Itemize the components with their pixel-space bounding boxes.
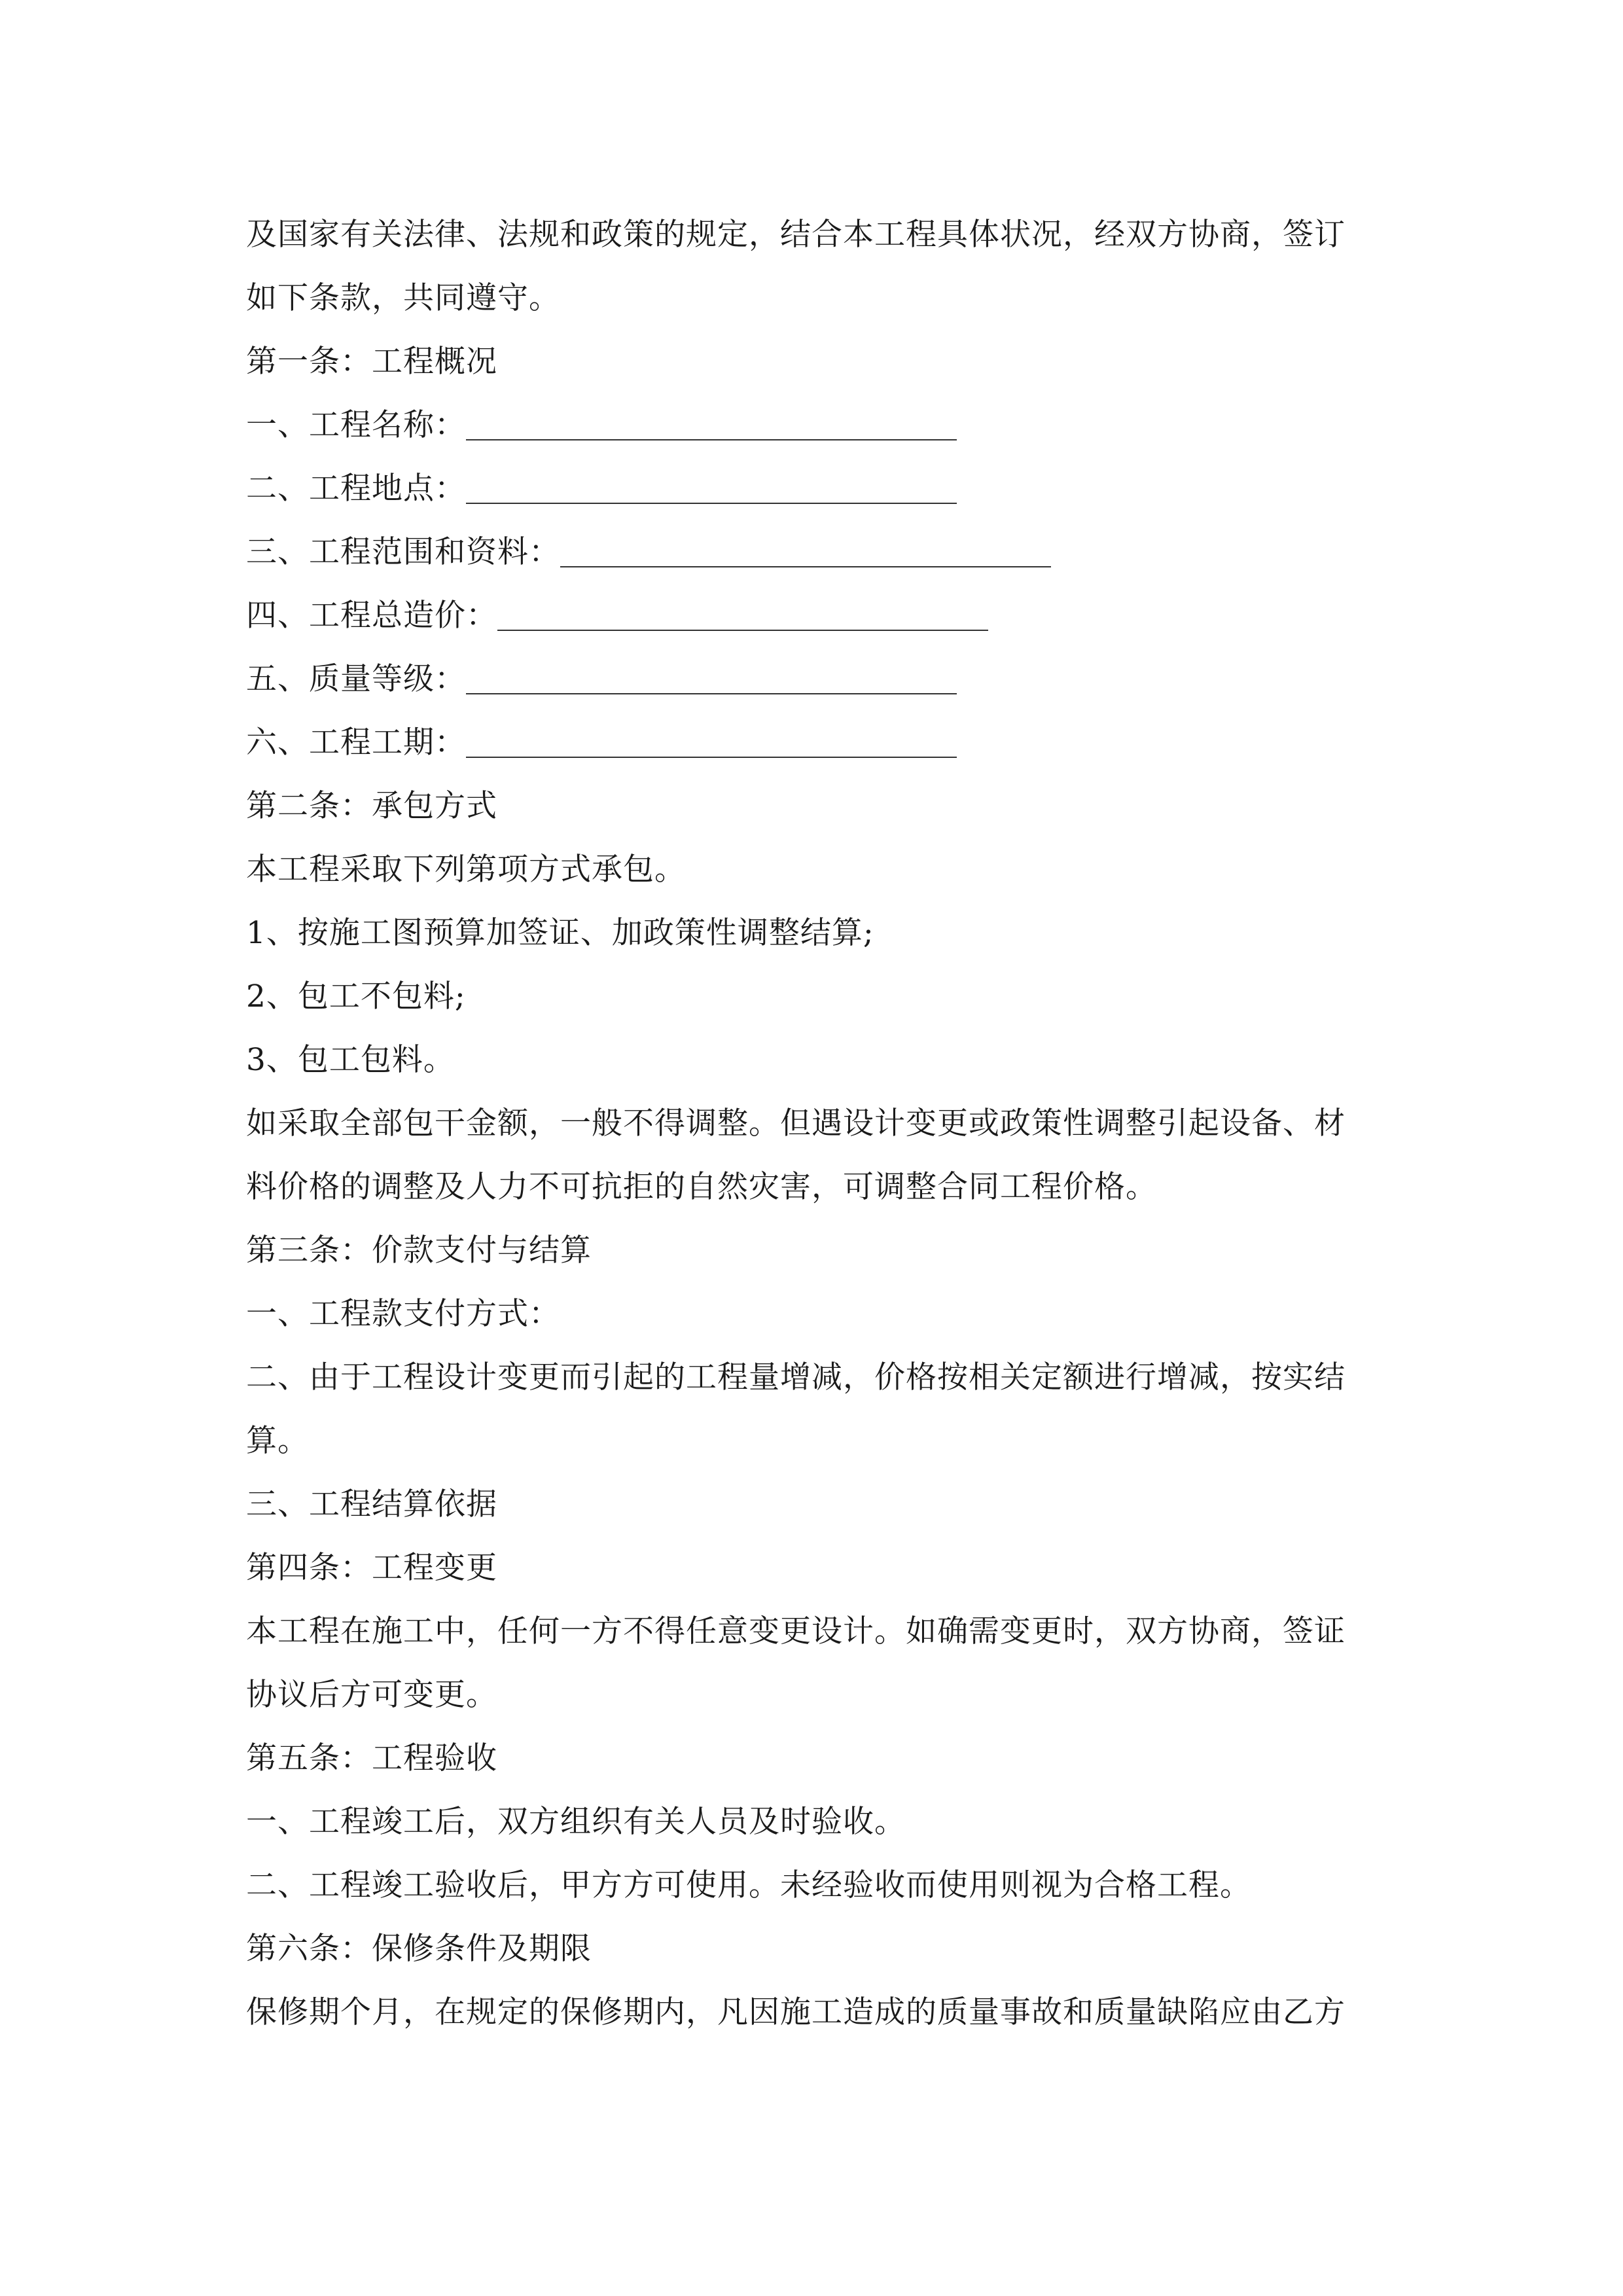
paragraph-line: 本工程采取下列第项方式承包。	[246, 852, 686, 888]
paragraph-line: 三、工程结算依据	[246, 1486, 497, 1522]
field-label: 一、工程名称：	[246, 407, 466, 443]
list-item: 2、包工不包料;	[246, 978, 466, 1014]
fill-in-blank	[466, 439, 957, 440]
section-heading: 第四条：工程变更	[246, 1550, 497, 1586]
paragraph-line: 本工程在施工中，任何一方不得任意变更设计。如确需变更时，双方协商，签证	[246, 1613, 1346, 1649]
paragraph-line: 一、工程竣工后，双方组织有关人员及时验收。	[246, 1804, 906, 1840]
paragraph-line: 如下条款，共同遵守。	[246, 280, 560, 316]
field-label: 四、工程总造价：	[246, 598, 497, 634]
list-item: 3、包工包料。	[246, 1042, 455, 1078]
fill-in-blank	[466, 503, 957, 504]
section-heading: 第五条：工程验收	[246, 1740, 497, 1776]
section-heading: 第一条：工程概况	[246, 344, 497, 380]
paragraph-line: 如采取全部包干金额，一般不得调整。但遇设计变更或政策性调整引起设备、材	[246, 1105, 1346, 1141]
total-cost-field	[246, 584, 1378, 647]
field-label: 二、工程地点：	[246, 471, 466, 507]
quality-grade-field	[246, 647, 1378, 711]
list-item: 1、按施工图预算加签证、加政策性调整结算;	[246, 915, 874, 951]
paragraph-line: 保修期个月，在规定的保修期内，凡因施工造成的质量事故和质量缺陷应由乙方	[246, 1994, 1346, 2030]
fill-in-blank	[466, 693, 957, 694]
field-label: 六、工程工期：	[246, 725, 466, 761]
fill-in-blank	[497, 630, 988, 631]
project-name-field	[246, 393, 1378, 457]
fill-in-blank	[466, 757, 957, 758]
fill-in-blank	[560, 566, 1051, 567]
paragraph-line: 及国家有关法律、法规和政策的规定，结合本工程具体状况，经双方协商，签订	[246, 217, 1346, 253]
project-scope-field	[246, 520, 1378, 584]
paragraph-line: 料价格的调整及人力不可抗拒的自然灾害，可调整合同工程价格。	[246, 1169, 1157, 1205]
field-label: 五、质量等级：	[246, 661, 466, 697]
paragraph-line: 协议后方可变更。	[246, 1677, 497, 1713]
construction-period-field	[246, 711, 1378, 774]
paragraph-line: 算。	[246, 1423, 309, 1459]
section-heading: 第六条：保修条件及期限	[246, 1931, 592, 1967]
section-heading: 第三条：价款支付与结算	[246, 1232, 592, 1268]
project-location-field	[246, 457, 1378, 520]
paragraph-line: 一、工程款支付方式：	[246, 1296, 560, 1332]
document-body	[246, 203, 1378, 2044]
paragraph-line: 二、由于工程设计变更而引起的工程量增减，价格按相关定额进行增减，按实结	[246, 1359, 1346, 1395]
field-label: 三、工程范围和资料：	[246, 534, 560, 570]
paragraph-line: 二、工程竣工验收后，甲方方可使用。未经验收而使用则视为合格工程。	[246, 1867, 1251, 1903]
section-heading: 第二条：承包方式	[246, 788, 497, 824]
